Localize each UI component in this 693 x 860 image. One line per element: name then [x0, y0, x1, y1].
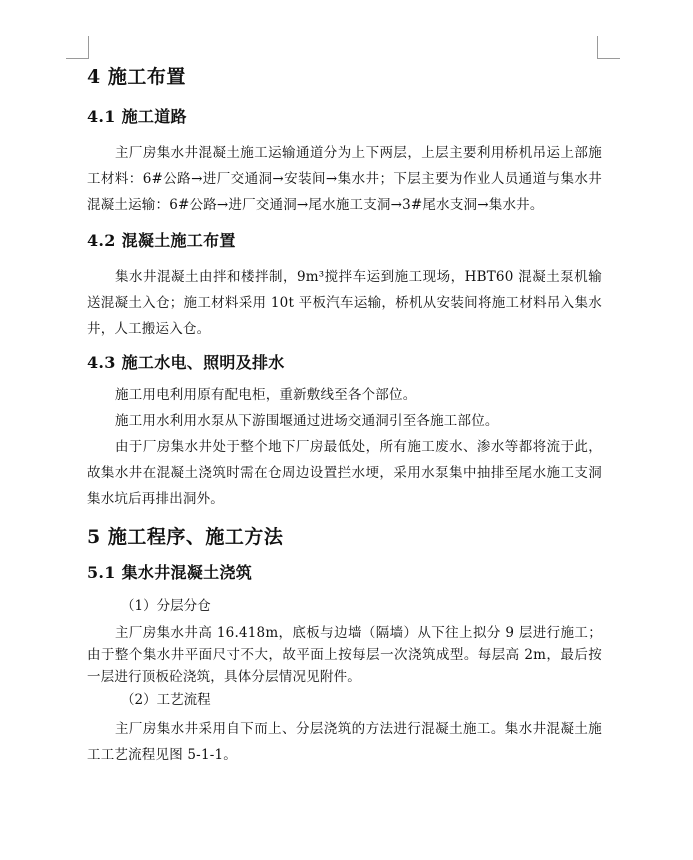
heading-section-5: 5 施工程序、施工方法 [87, 526, 284, 548]
page-corner-mark-top-right [597, 36, 620, 59]
paragraph-power-supply: 施工用电利用原有配电柜，重新敷线至各个部位。 [115, 387, 417, 403]
heading-section-4-3: 4.3 施工水电、照明及排水 [87, 353, 285, 372]
heading-section-4-2: 4.2 混凝土施工布置 [87, 231, 236, 250]
page-corner-mark-top-left [66, 36, 89, 59]
document-page [87, 62, 602, 768]
list-item-process-flow: （2）工艺流程 [121, 692, 211, 708]
paragraph-concrete-layout: 集水井混凝土由拌和楼拌制，9m³搅拌车运到施工现场，HBT60 混凝土泵机输送混凝土入仓；施工材料采用 10t 平板汽车运输，桥机从安装间将施工材料吊入集水井，人工搬运入仓。 [87, 269, 602, 337]
heading-section-4: 4 施工布置 [87, 66, 186, 88]
heading-section-5-1: 5.1 集水井混凝土浇筑 [87, 563, 253, 582]
paragraph-process-flow-detail: 主厂房集水井采用自下而上、分层浇筑的方法进行混凝土施工。集水井混凝土施工工艺流程见图 5-1-1。 [87, 721, 602, 763]
paragraph-drainage: 由于厂房集水井处于整个地下厂房最低处，所有施工废水、渗水等都将流于此，故集水井在混凝土浇筑时需在仓周边设置拦水埂，采用水泵集中抽排至尾水施工支洞集水坑后再排出洞外。 [87, 439, 602, 507]
paragraph-layering-detail: 主厂房集水井高 16.418m，底板与边墙（隔墙）从下往上拟分 9 层进行施工；由于整个集水井平面尺寸不大，故平面上按每层一次浇筑成型。每层高 2m，最后按一层进行顶板砼浇筑，具体分层情况见附件。 [87, 625, 602, 685]
paragraph-water-supply: 施工用水利用水泵从下游围堰通过进场交通洞引至各施工部位。 [115, 413, 499, 429]
paragraph-construction-road: 主厂房集水井混凝土施工运输通道分为上下两层，上层主要利用桥机吊运上部施工材料：6#公路→进厂交通洞→安装间→集水井；下层主要为作业人员通道与集水井混凝土运输：6#公路→进厂交通洞→尾水施工支洞→3#尾水支洞→集水井。 [87, 145, 602, 213]
list-item-layering: （1）分层分仓 [121, 598, 211, 614]
heading-section-4-1: 4.1 施工道路 [87, 107, 187, 126]
